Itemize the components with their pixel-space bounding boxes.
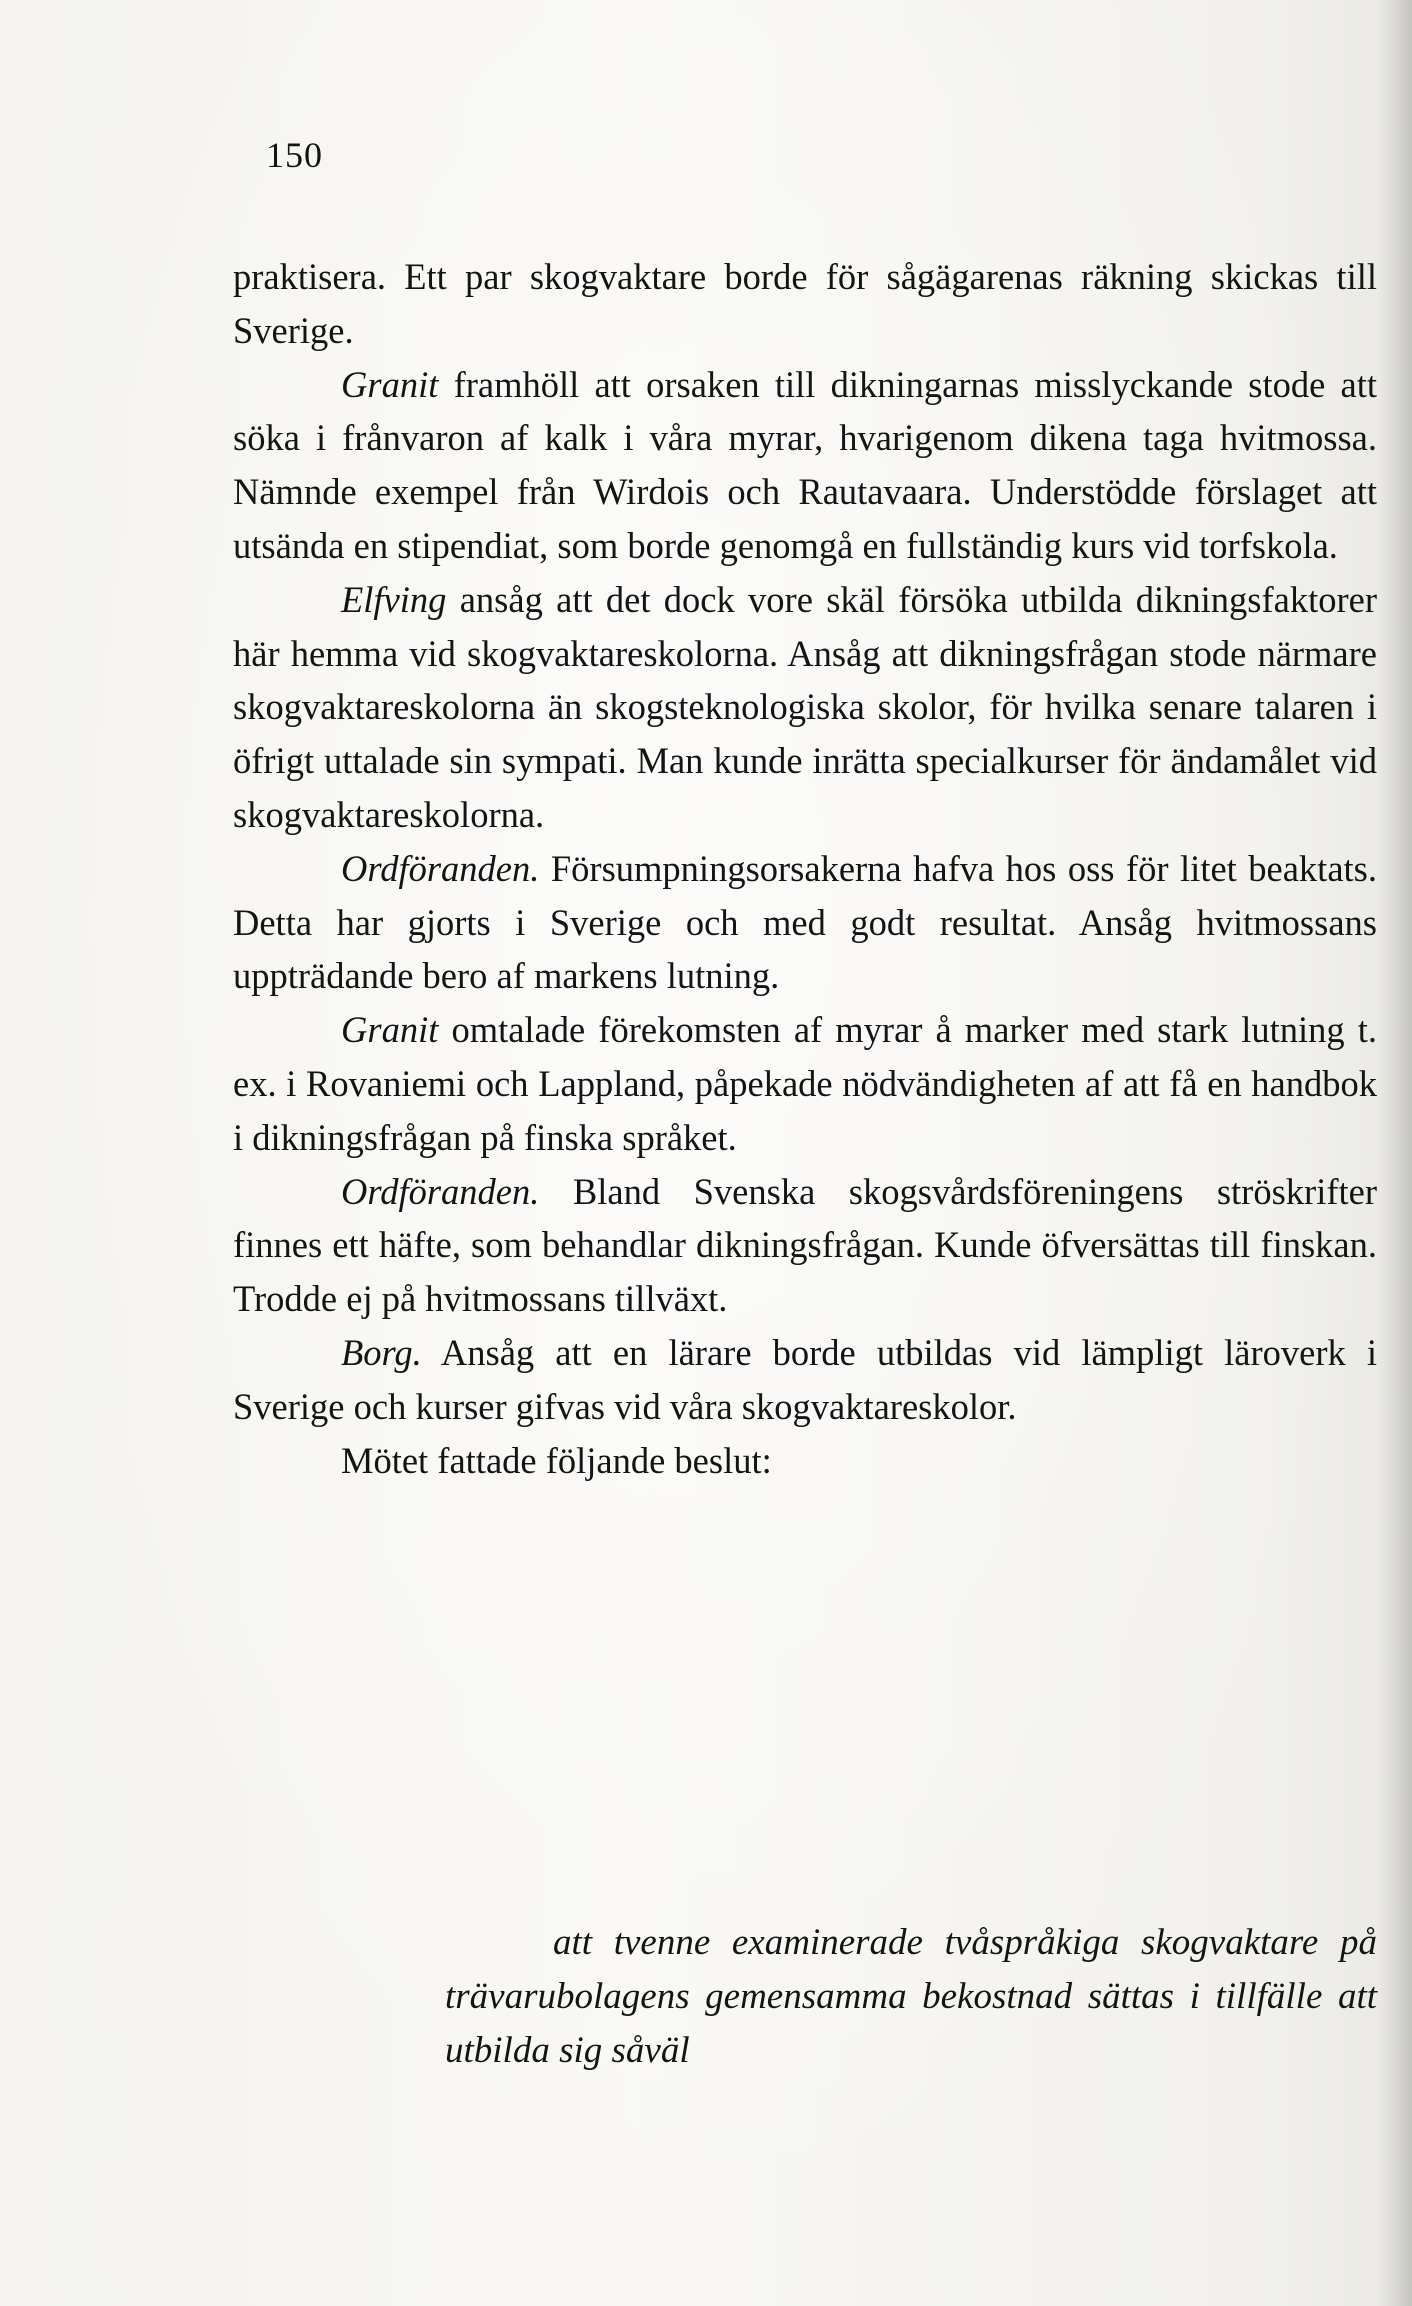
paragraph-granit-1 [233,358,1377,573]
paragraph-elfving [233,573,1377,842]
paragraph-borg-text: Ansåg att en lärare borde utbildas vid lämpligt läroverk i Sverige och kurser gifvas vid våra skogvaktareskolor. [233,1331,1377,1427]
speaker-elfving: Elfving [341,578,447,620]
speaker-ordforanden-2: Ordföranden. [341,1170,540,1212]
body-text [233,250,1377,1487]
paragraph-granit-2 [233,1003,1377,1164]
paragraph-1 [233,250,1377,358]
speaker-granit: Granit [341,363,439,405]
paragraph-ordforanden-2-text: Bland Svenska skogsvårdsföreningens ströskrifter finnes ett häfte, som behandlar dikningsfrågan. Kunde öfversättas till finskan. Trodde ej på hvitmossans tillväxt. [233,1170,1377,1320]
paragraph-granit-2-text: omtalade förekomsten af myrar å marker med stark lutning t. ex. i Rovaniemi och Lappland, påpekade nödvändigheten af att få en handbok i dikningsfrågan på finska språket. [233,1009,1377,1158]
paragraph-ordforanden-1 [233,842,1377,1003]
paragraph-1-text: praktisera. Ett par skogvaktare borde för sågägarenas räkning skickas till Sverige. [233,256,1377,351]
paragraph-borg [233,1326,1377,1434]
speaker-granit-2: Granit [341,1009,439,1051]
paragraph-decision-intro [233,1434,1377,1488]
resolution-text: att tvenne examinerade tvåspråkiga skogvaktare på trävarubolagens gemensamma bekostnad sättas i tillfälle att utbilda sig såväl [445,1922,1377,2071]
paragraph-decision-intro-text: Mötet fattade följande beslut: [341,1439,772,1481]
page-number: 150 [266,135,323,175]
paragraph-elfving-text: ansåg att det dock vore skäl försöka utbilda dikningsfaktorer här hemma vid skogvaktareskolorna. Ansåg att dikningsfrågan stode närmare skogvaktareskolorna än skogsteknologiska skolor, för hvilka senare talaren i öfrigt uttalade sin sympati. Man kunde inrätta specialkurser för ändamålet vid skogvaktareskolorna. [233,578,1377,835]
paragraph-ordforanden-2 [233,1165,1377,1326]
paragraph-ordforanden-1-text: Försumpningsorsakerna hafva hos oss för litet beaktats. Detta har gjorts i Sverige och med godt resultat. Ansåg hvitmossans uppträdande bero af markens lutning. [233,847,1377,997]
speaker-ordforanden: Ordföranden. [341,847,540,889]
binding-shadow [1378,0,1412,2306]
paragraph-granit-1-text: framhöll att orsaken till dikningarnas misslyckande stode att söka i frånvaron af kalk i våra myrar, hvarigenom dikena taga hvitmossa. Nämnde exempel från Wirdois och Rautavaara. Understödde förslaget att utsända en stipendiat, som borde genomgå en fullständig kurs vid torfskola. [233,363,1377,566]
speaker-borg: Borg. [341,1331,422,1373]
